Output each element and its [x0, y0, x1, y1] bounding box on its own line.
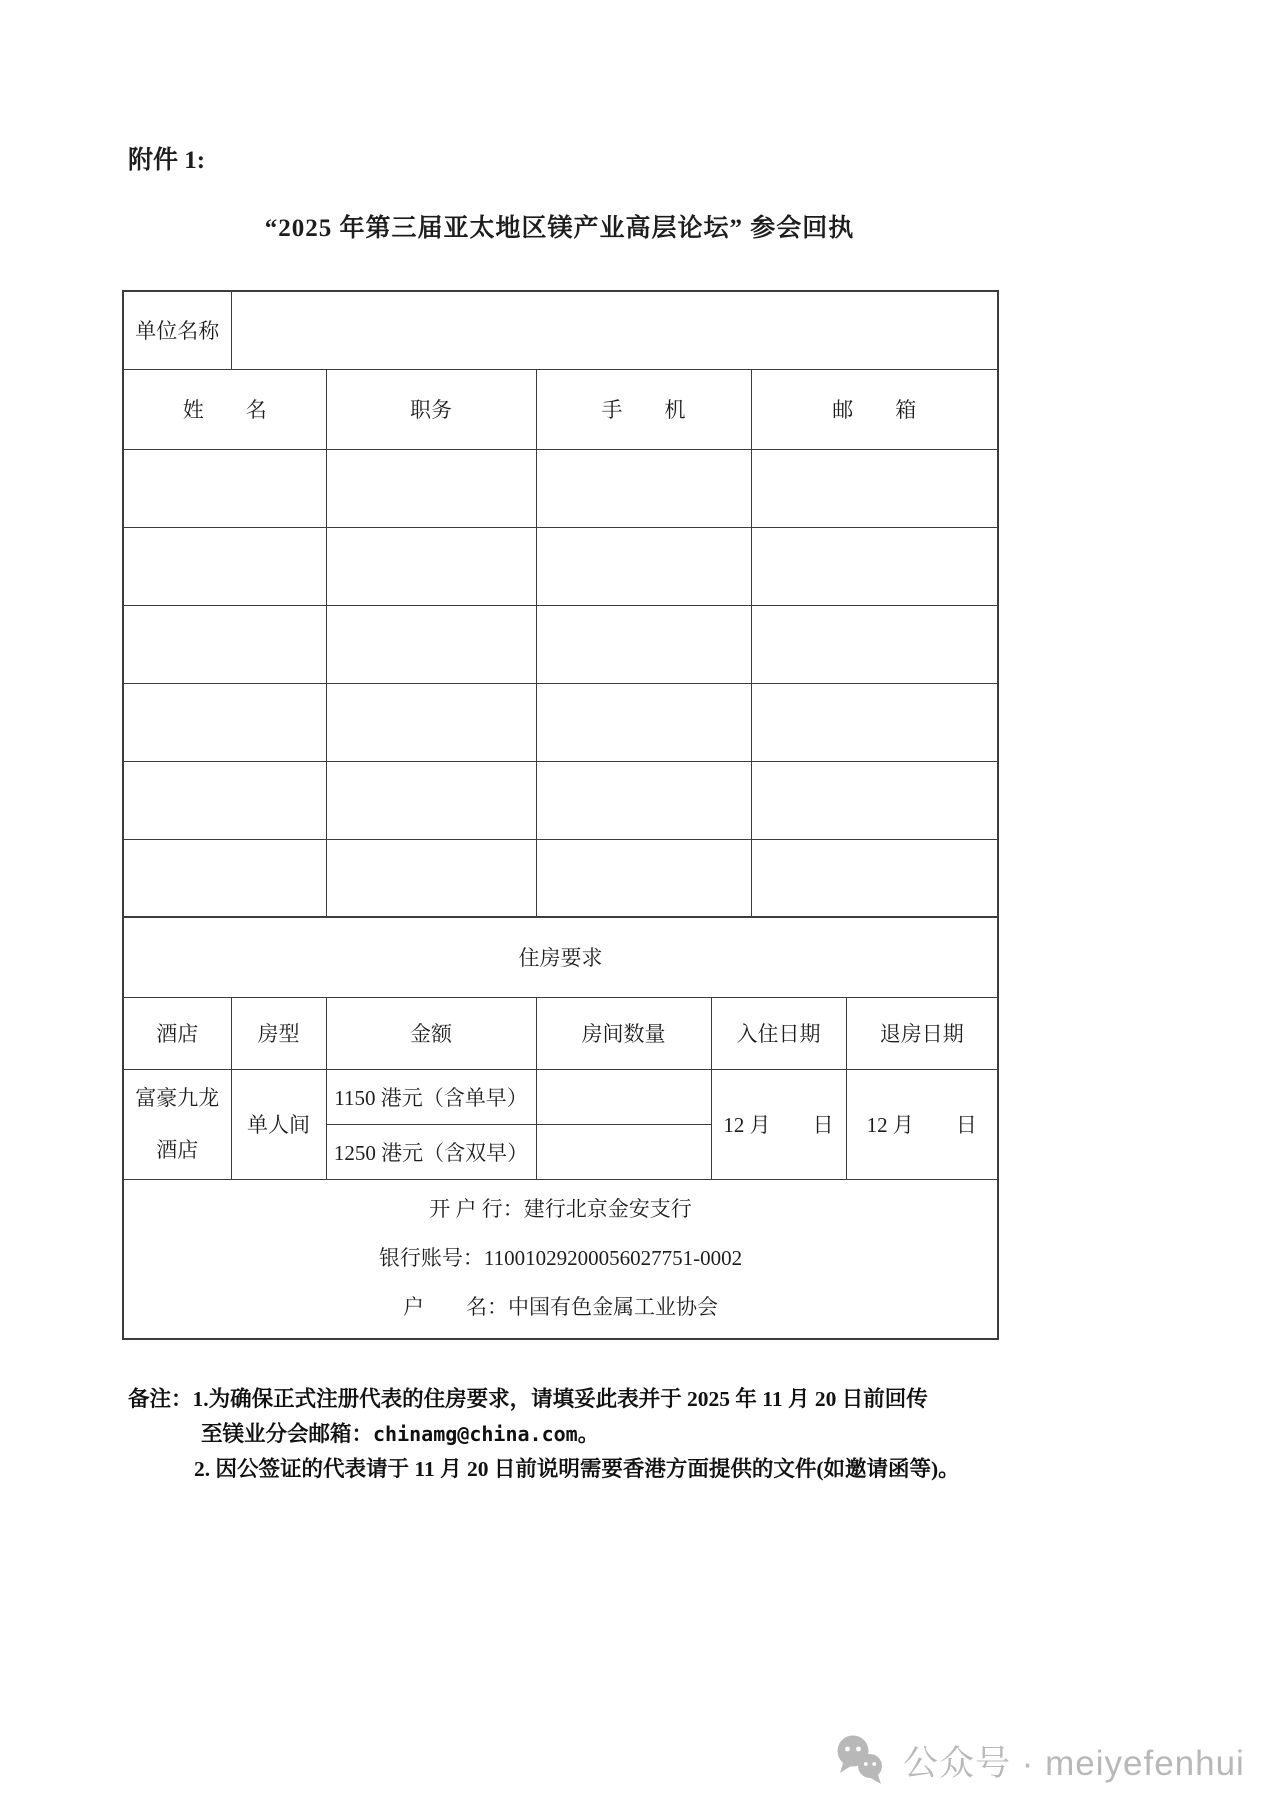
bank-account-number: 银行账号：11001029200056027751-0002 [378, 1246, 743, 1271]
attendee-empty-row [123, 683, 998, 761]
attendee-empty-row [123, 839, 998, 917]
bank-account-name: 户 名：中国有色金属工业协会 [403, 1295, 718, 1320]
attendee-header-position: 职务 [326, 369, 536, 449]
page-title: “2025 年第三届亚太地区镁产业高层论坛” 参会回执 [264, 215, 855, 242]
bank-opening-bank: 开 户 行：建行北京金安支行 [429, 1197, 692, 1222]
hotel-name-cell [123, 1069, 231, 1179]
note-line-2-suffix: 。 [577, 1422, 600, 1446]
attendee-cell [123, 839, 326, 917]
housing-section-title: 住房要求 [123, 917, 998, 997]
hotel-header-check-out: 退房日期 [846, 997, 998, 1069]
attendee-cell [326, 683, 536, 761]
hotel-header-row [123, 997, 998, 1069]
attendee-cell [326, 839, 536, 917]
wechat-icon [832, 1732, 890, 1790]
note-line-1: 备注：1.为确保正式注册代表的住房要求，请填妥此表并于 2025 年 11 月 20 日前回传 [128, 1387, 928, 1411]
attendee-cell [326, 449, 536, 527]
hotel-name-line1: 富豪九龙 [135, 1086, 220, 1110]
bank-info-cell [123, 1179, 998, 1339]
note-line-2 [128, 1417, 1038, 1452]
attendee-header-email: 邮 箱 [751, 369, 998, 449]
attachment-label: 附件 1: [128, 147, 206, 174]
attendee-cell [123, 761, 326, 839]
attendee-cell [751, 683, 998, 761]
attendee-cell [326, 761, 536, 839]
attendee-header-mobile: 手 机 [536, 369, 751, 449]
check-in-date-cell: 12 月 日 [711, 1069, 846, 1179]
price-double-breakfast: 1250 港元（含双早） [326, 1124, 536, 1179]
hotel-header-hotel: 酒店 [123, 997, 231, 1069]
notes-block [128, 1382, 1038, 1487]
attendee-cell [123, 527, 326, 605]
hotel-header-room-count: 房间数量 [536, 997, 711, 1069]
room-type-cell: 单人间 [231, 1069, 326, 1179]
attendee-cell [326, 605, 536, 683]
wechat-account-label: 公众号 · meiyefenhui [903, 1744, 1245, 1783]
hotel-header-room-type: 房型 [231, 997, 326, 1069]
attendee-cell [536, 761, 751, 839]
attendee-cell [536, 605, 751, 683]
attendee-empty-row [123, 761, 998, 839]
attendee-empty-row [123, 527, 998, 605]
attendee-cell [123, 449, 326, 527]
hotel-row-1 [123, 1069, 998, 1124]
note-line-2-prefix: 至镁业分会邮箱： [201, 1422, 374, 1446]
note-email-address: chinamg@china.com [373, 1422, 578, 1446]
attendee-cell [536, 839, 751, 917]
note-line-3: 2. 因公签证的代表请于 11 月 20 日前说明需要香港方面提供的文件(如邀请函等)。 [194, 1457, 960, 1481]
attendee-cell [751, 527, 998, 605]
attendee-cell [536, 449, 751, 527]
room-count-cell [536, 1124, 711, 1179]
wechat-footer [832, 1732, 1245, 1790]
attendee-cell [751, 605, 998, 683]
attendee-empty-row [123, 605, 998, 683]
hotel-name-line2: 酒店 [156, 1138, 199, 1162]
attendee-cell [536, 527, 751, 605]
bank-info-row [123, 1179, 998, 1339]
hotel-header-amount: 金额 [326, 997, 536, 1069]
attendee-empty-row [123, 449, 998, 527]
unit-name-value-cell [231, 291, 998, 369]
attendee-cell [751, 449, 998, 527]
hotel-header-check-in: 入住日期 [711, 997, 846, 1069]
attendee-header-row [123, 369, 998, 449]
attendee-header-name: 姓 名 [123, 369, 326, 449]
price-single-breakfast: 1150 港元（含单早） [326, 1069, 536, 1124]
attendee-cell [123, 683, 326, 761]
registration-form-table [122, 290, 999, 1340]
unit-name-label: 单位名称 [123, 291, 231, 369]
room-count-cell [536, 1069, 711, 1124]
housing-section-row [123, 917, 998, 997]
unit-name-row [123, 291, 998, 369]
attendee-cell [751, 761, 998, 839]
attendee-cell [751, 839, 998, 917]
attendee-cell [536, 683, 751, 761]
attendee-cell [326, 527, 536, 605]
check-out-date-cell: 12 月 日 [846, 1069, 998, 1179]
attendee-cell [123, 605, 326, 683]
